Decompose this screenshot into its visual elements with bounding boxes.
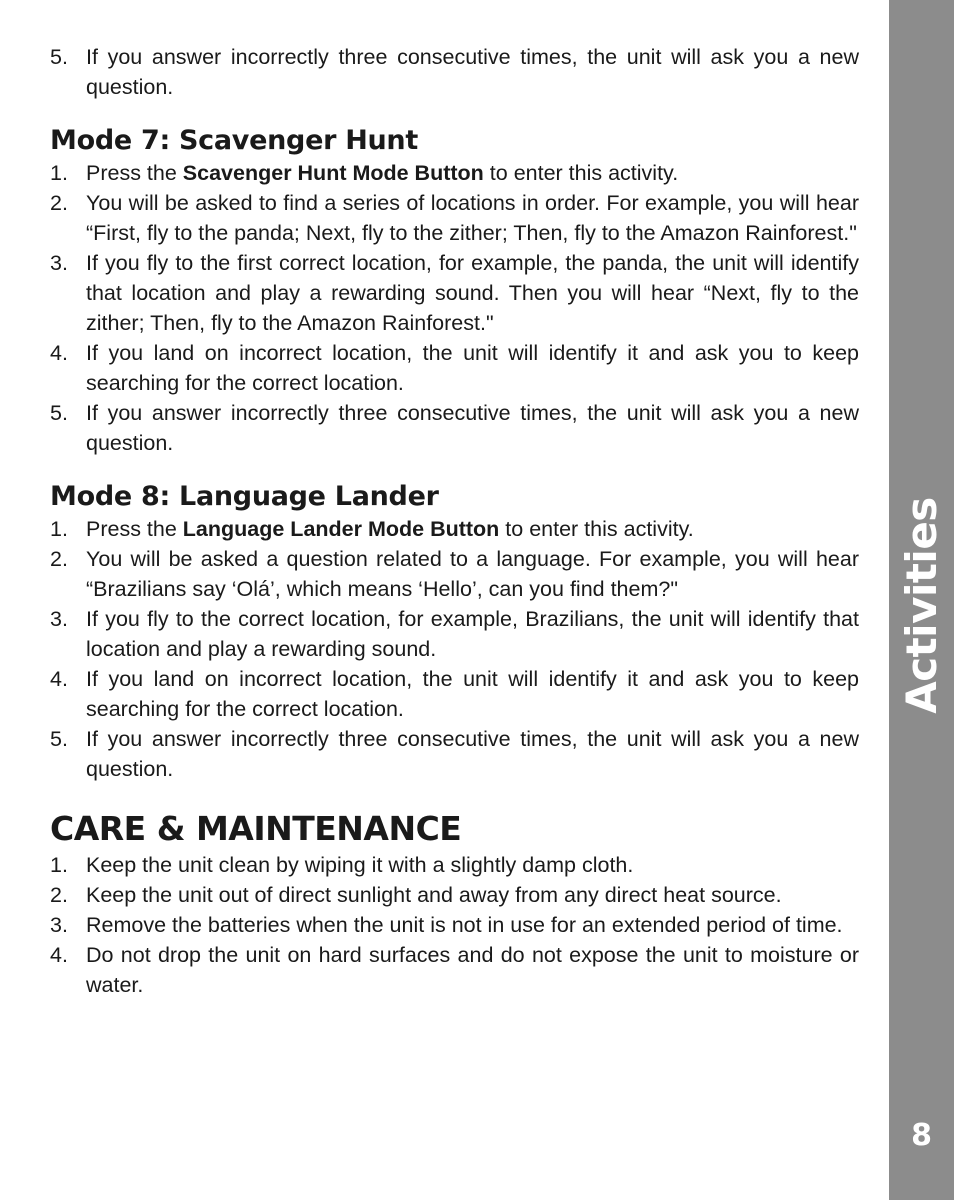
item-text: If you answer incorrectly three consecutive times, the unit will ask you a new question. xyxy=(86,727,859,781)
care-list xyxy=(50,850,859,1000)
list-item xyxy=(50,188,859,248)
item-text-end: to enter this activity. xyxy=(483,161,679,185)
item-text: If you answer incorrectly three consecutive times, the unit will ask you a new question. xyxy=(86,401,859,455)
item-text: If you land on incorrect location, the unit will identify it and ask you to keep searching for the correct location. xyxy=(86,667,859,721)
page-number: 8 xyxy=(911,1118,932,1153)
item-number: 4. xyxy=(50,341,68,365)
item-text-end: to enter this activity. xyxy=(499,517,694,541)
list-item xyxy=(50,664,859,724)
side-tab-label-wrapper xyxy=(889,390,954,820)
list-item xyxy=(50,158,859,188)
list-item xyxy=(50,724,859,784)
item-number: 4. xyxy=(50,943,68,967)
item-bold-text: Language Lander Mode Button xyxy=(182,517,500,541)
item-number: 2. xyxy=(50,883,68,907)
list-item xyxy=(50,42,859,102)
item-text: You will be asked to find a series of locations in order. For example, you will hear “First, fly to the panda; Next, fly to the zither; Then, fly to the Amazon Rainforest." xyxy=(86,191,859,245)
mode8-list xyxy=(50,514,859,784)
item-text: Keep the unit out of direct sunlight and away from any direct heat source. xyxy=(86,883,782,907)
item-text: Do not drop the unit on hard surfaces and do not expose the unit to moisture or water. xyxy=(86,943,859,997)
care-heading: CARE & MAINTENANCE xyxy=(50,809,462,848)
item-number: 4. xyxy=(50,667,68,691)
list-item xyxy=(50,398,859,458)
list-item xyxy=(50,248,859,338)
list-item xyxy=(50,880,859,910)
page-content xyxy=(50,42,859,1000)
item-text: Press the xyxy=(86,161,183,185)
item-text: Remove the batteries when the unit is not in use for an extended period of time. xyxy=(86,913,843,937)
list-item xyxy=(50,604,859,664)
item-number: 1. xyxy=(50,853,68,877)
care-section xyxy=(50,808,859,1000)
item-number: 2. xyxy=(50,191,68,215)
list-item xyxy=(50,544,859,604)
item-number: 5. xyxy=(50,727,68,751)
item-text: If you answer incorrectly three consecutive times, the unit will ask you a new question. xyxy=(86,45,859,99)
mode8-section xyxy=(50,480,859,784)
item-number: 1. xyxy=(50,161,68,185)
item-number: 3. xyxy=(50,607,68,631)
item-number: 1. xyxy=(50,517,68,541)
list-item xyxy=(50,338,859,398)
list-item xyxy=(50,910,859,940)
item-text: If you fly to the correct location, for example, Brazilians, the unit will identify that location and play a rewarding sound. xyxy=(86,607,859,661)
mode6-continued-list xyxy=(50,42,859,102)
side-tab-label: Activities xyxy=(897,496,947,714)
item-number: 5. xyxy=(50,401,68,425)
item-text: You will be asked a question related to a language. For example, you will hear “Brazilians say ‘Olá’, which means ‘Hello’, can you find them?" xyxy=(86,547,859,601)
item-text: If you land on incorrect location, the unit will identify it and ask you to keep searching for the correct location. xyxy=(86,341,859,395)
item-number: 2. xyxy=(50,547,68,571)
item-text: Keep the unit clean by wiping it with a slightly damp cloth. xyxy=(86,853,634,877)
list-item xyxy=(50,514,859,544)
item-text: Press the xyxy=(86,517,183,541)
mode7-list xyxy=(50,158,859,458)
list-item xyxy=(50,850,859,880)
mode8-heading: Mode 8: Language Lander xyxy=(50,481,439,512)
item-bold-text: Scavenger Hunt Mode Button xyxy=(182,161,484,185)
item-number: 3. xyxy=(50,913,68,937)
mode7-heading: Mode 7: Scavenger Hunt xyxy=(50,125,418,156)
item-number: 3. xyxy=(50,251,68,275)
item-number: 5. xyxy=(50,45,68,69)
list-item xyxy=(50,940,859,1000)
item-text: If you fly to the first correct location, for example, the panda, the unit will identify that location and play a rewarding sound. Then you will hear “Next, fly to the zither; Then, fly to the Amazon Rainforest." xyxy=(86,251,859,335)
mode7-section xyxy=(50,124,859,458)
